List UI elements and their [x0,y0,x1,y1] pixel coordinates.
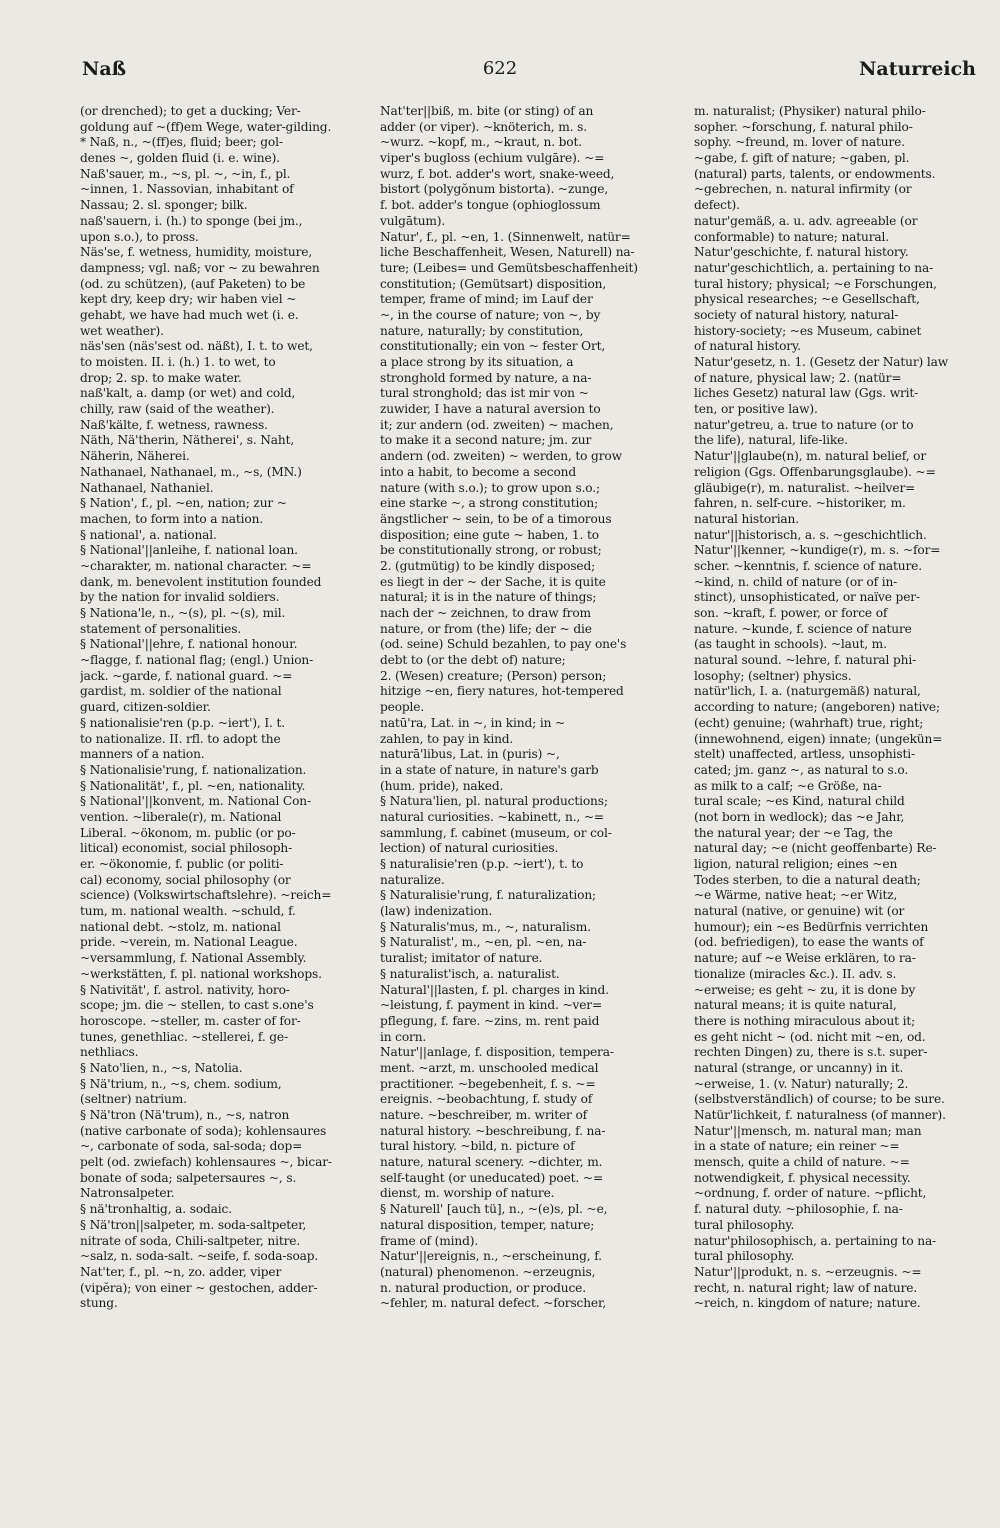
entry-line: chilly, raw (said of the weather). [80,402,275,417]
entry-line: Nassau; 2. sl. sponger; bilk. [80,198,248,213]
entry-line: pride. ~verein, m. National League. [80,935,298,950]
entry-line: (law) indenization. [380,904,493,919]
entry-line: tunes, genethliac. ~stellerei, f. ge- [80,1029,288,1044]
entry-line: stinct), unsophisticated, or naïve per- [694,590,920,605]
entry-line: § Naturalisie'rung, f. naturalization; [380,888,596,903]
entry-line: manners of a nation. [80,747,205,762]
entry-line: statement of personalities. [80,621,242,636]
running-header [0,58,1000,88]
entry-line: (od. befriedigen), to ease the wants of [694,935,924,950]
entry-line: according to nature; (angeboren) native; [694,700,940,715]
entry-line: nitrate of soda, Chili-saltpeter, nitre. [80,1233,301,1248]
entry-line: § Nation', f., pl. ~en, nation; zur ~ [80,496,287,511]
entry-line: zahlen, to pay in kind. [380,731,514,746]
entry-line: ~, carbonate of soda, sal-soda; dop= [80,1139,303,1154]
entry-line: gardist, m. soldier of the national [80,684,282,699]
entry-line: stung. [80,1296,118,1311]
entry-line: § Nä'tron (Nä'trum), n., ~s, natron [80,1108,290,1122]
entry-line: ~ordnung, f. order of nature. ~pflicht, [694,1186,927,1201]
entry-line: bistort (polygŏnum bistorta). ~zunge, [380,182,609,197]
entry-line: Natural'||lasten, f. pl. charges in kind. [380,982,609,997]
entry-line: of natural history. [694,339,801,354]
entry-line: § National'||anleihe, f. national loan. [80,543,298,558]
entry-line: kept dry, keep dry; wir haben viel ~ [80,292,297,307]
entry-line: practitioner. ~begebenheit, f. s. ~= [380,1076,596,1091]
entry-line: frame of (mind). [380,1233,479,1248]
entry-line: Nathanael, Nathanael, m., ~s, (MN.) [80,464,302,479]
entry-line: litical) economist, social philosoph- [80,841,293,856]
entry-line: natural (strange, or uncanny) in it. [694,1060,904,1075]
entry-line: ment. ~arzt, m. unschooled medical [380,1060,599,1075]
entry-line: tural scale; ~es Kind, natural child [694,794,905,809]
entry-line: bonate of soda; salpetersaures ~, s. [80,1170,297,1185]
entry-line: § Naturalist', m., ~en, pl. ~en, na- [380,935,587,950]
entry-line: (natural) phenomenon. ~erzeugnis, [380,1264,596,1279]
entry-line: § nä'tronhaltig, a. sodaic. [80,1202,232,1217]
entry-line: to nationalize. II. rfl. to adopt the [80,731,281,746]
entry-line: § Nationa'le, n., ~(s), pl. ~(s), mil. [80,606,286,620]
entry-line: natur'philosophisch, a. pertaining to na- [694,1233,937,1248]
entry-line: natural means; it is quite natural, [694,998,897,1013]
entry-line: debt to (or the debt of) nature; [380,653,566,668]
entry-line: (native carbonate of soda); kohlensaures [80,1123,327,1138]
entry-line: in corn. [380,1029,427,1044]
entry-line: Natür'lichkeit, f. naturalness (of manner). [694,1108,946,1122]
entry-line: sammlung, f. cabinet (museum, or col- [380,825,612,840]
entry-line: cal) economy, social philosophy (or [80,872,291,887]
entry-line: ~erweise, 1. (v. Natur) naturally; 2. [694,1076,909,1091]
entry-line: nature, natural scenery. ~dichter, m. [380,1155,603,1170]
entry-line: ~leistung, f. payment in kind. ~ver= [380,998,603,1013]
entry-line: (od. zu schützen), (auf Paketen) to be [80,276,306,291]
entry-line: drop; 2. sp. to make water. [80,370,242,385]
entry-line: sophy. ~freund, m. lover of nature. [694,135,905,150]
entry-line: * Naß, n., ~(ff)es, fluid; beer; gol- [80,135,283,150]
entry-line: Natur'gesetz, n. 1. (Gesetz der Natur) law [694,355,949,369]
entry-line: zuwider, I have a natural aversion to [380,402,601,417]
entry-line: Liberal. ~ökonom, m. public (or po- [80,825,296,840]
entry-line: § National'||konvent, m. National Con- [80,794,311,809]
entry-line: natur'gemäß, a. u. adv. agreeable (or [694,213,918,228]
entry-line: scope; jm. die ~ stellen, to cast s.one's [80,998,314,1013]
entry-line: Natur'||mensch, m. natural man; man [694,1123,922,1138]
entry-line: natür'lich, I. a. (naturgemäß) natural, [694,684,921,699]
entry-line: ~salz, n. soda-salt. ~seife, f. soda-soap. [80,1249,319,1264]
entry-line: stelt) unaffected, artless, unsophisti- [694,747,915,762]
entry-line: nature, or from (the) life; der ~ die [380,621,592,636]
entry-line: people. [380,700,425,715]
entry-line: m. naturalist; (Physiker) natural philo- [694,104,926,118]
entry-line: ängstlicher ~ sein, to be of a timorous [380,511,612,526]
entry-line: natural history. ~beschreibung, f. na- [380,1123,606,1138]
entry-line: as milk to a calf; ~e Größe, na- [694,778,882,793]
entry-line: § naturalisie'ren (p.p. ~iert'), t. to [380,857,584,871]
entry-line: horoscope. ~steller, m. caster of for- [80,1013,301,1028]
entry-line: (vipĕra); von einer ~ gestochen, adder- [80,1280,318,1295]
entry-line: 2. (gutmütig) to be kindly disposed; [380,558,596,573]
entry-line: liche Beschaffenheit, Wesen, Naturell) na- [380,245,635,260]
entry-line: er. ~ökonomie, f. public (or politi- [80,857,284,871]
entry-line: tionalize (miracles &c.). II. adv. s. [694,966,897,981]
entry-line: ~erweise; es geht ~ zu, it is done by [694,982,916,997]
entry-line: andern (od. zweiten) ~ werden, to grow [380,449,622,464]
entry-line: the natural year; der ~e Tag, the [694,825,893,840]
entry-line: of nature, physical law; 2. (natür= [694,370,902,385]
entry-line: § Nä'trium, n., ~s, chem. sodium, [80,1076,282,1091]
entry-line: § nationalisie'ren (p.p. ~iert'), I. t. [80,715,285,730]
entry-line: constitutionally; ein von ~ fester Ort, [380,339,606,354]
entry-line: ~, in the course of nature; von ~, by [380,307,601,322]
entry-line: there is nothing miraculous about it; [694,1013,916,1028]
entry-line: (innewohnend, eigen) innate; (ungekün= [694,731,943,746]
entry-line: ture; (Leibes= und Gemütsbeschaffenheit) [380,260,638,275]
entry-line: scher. ~kenntnis, f. science of nature. [694,558,922,573]
entry-line: constitution; (Gemütsart) disposition, [380,276,607,291]
entry-line: dampness; vgl. naß; vor ~ zu bewahren [80,260,320,275]
entry-line: ~kind, n. child of nature (or of in- [694,574,898,589]
entry-line: notwendigkeit, f. physical necessity. [694,1170,911,1185]
entry-line: jack. ~garde, f. national guard. ~= [80,668,293,683]
entry-line: nature (with s.o.); to grow upon s.o.; [380,480,600,495]
entry-line: Nat'ter, f., pl. ~n, zo. adder, viper [80,1264,282,1279]
page-number: 622 [482,58,518,79]
entry-line: humour); ein ~es Bedürfnis verrichten [694,919,929,934]
entry-line: recht, n. natural right; law of nature. [694,1280,918,1295]
entry-line: näs'sen (näs'sest od. näßt), I. t. to wet, [80,339,313,354]
entry-line: vention. ~liberale(r), m. National [80,809,282,824]
entry-line: es geht nicht ~ (od. nicht mit ~en, od. [694,1029,926,1044]
entry-line: ~innen, 1. Nassovian, inhabitant of [80,182,294,197]
entry-line: § Naturalis'mus, m., ~, naturalism. [380,919,591,934]
column-right [694,104,978,1504]
entry-line: tural stronghold; das ist mir von ~ [380,386,589,401]
entry-line: pflegung, f. fare. ~zins, m. rent paid [380,1013,600,1028]
entry-line: § Nä'tron||salpeter, m. soda-saltpeter, [80,1217,307,1232]
entry-line: f. bot. adder's tongue (ophioglossum [380,198,601,213]
entry-line: nethliacs. [80,1045,139,1060]
entry-line: Näherin, Näherei. [80,449,190,464]
entry-line: society of natural history, natural- [694,307,899,322]
entry-line: dienst, m. worship of nature. [380,1186,555,1201]
entry-line: tum, m. national wealth. ~schuld, f. [80,904,296,919]
entry-line: stronghold formed by nature, a na- [380,370,592,385]
entry-line: (selbstverständlich) of course; to be sure. [694,1092,945,1107]
entry-line: (hum. pride), naked. [380,778,504,793]
entry-line: eine starke ~, a strong constitution; [380,496,599,511]
entry-line: tural history; physical; ~e Forschungen, [694,276,937,291]
entry-line: losophy; (seltner) physics. [694,668,852,683]
entry-line: disposition; eine gute ~ haben, 1. to [380,527,599,542]
entry-line: in a state of nature, in nature's garb [380,762,599,777]
entry-line: natural day; ~e (nicht geoffenbarte) Re- [694,841,937,856]
entry-line: (seltner) natrium. [80,1092,187,1107]
entry-line: national debt. ~stolz, m. national [80,919,281,934]
entry-line: naturā'libus, Lat. in (puris) ~, [380,747,560,762]
entry-line: (echt) genuine; (wahrhaft) true, right; [694,715,924,730]
entry-line: ~charakter, m. national character. ~= [80,558,312,573]
entry-line: viper's bugloss (echium vulgāre). ~= [380,151,605,166]
entry-line: ~werkstätten, f. pl. national workshops. [80,966,322,981]
entry-line: 2. (Wesen) creature; (Person) person; [380,668,607,683]
entry-line: ~versammlung, f. National Assembly. [80,951,307,966]
entry-line: naß'kalt, a. damp (or wet) and cold, [80,386,296,401]
entry-line: nature. ~kunde, f. science of nature [694,621,912,636]
entry-line: § Naturell' [auch tü], n., ~(e)s, pl. ~e, [380,1202,608,1217]
entry-line: nature, naturally; by constitution, [380,323,584,338]
entry-line: cated; jm. ganz ~, as natural to s.o. [694,762,909,777]
entry-line: natural historian. [694,511,799,526]
entry-line: n. natural production, or produce. [380,1280,586,1295]
entry-line: Natur'geschichte, f. natural history. [694,245,909,260]
entry-line: liches Gesetz) natural law (Ggs. writ- [694,386,919,401]
entry-line: Natur', f., pl. ~en, 1. (Sinnenwelt, natür= [380,229,631,244]
entry-line: science) (Volkswirtschaftslehre). ~reich= [80,888,332,903]
entry-line: wet weather). [80,323,164,338]
entry-line: natur'getreu, a. true to nature (or to [694,417,914,432]
entry-line: tural philosophy. [694,1249,795,1264]
entry-line: a place strong by its situation, a [380,355,574,369]
entry-line: Nat'ter||biß, m. bite (or sting) of an [380,104,594,118]
entry-line: self-taught (or uneducated) poet. ~= [380,1170,604,1185]
entry-line: (as taught in schools). ~laut, m. [694,637,887,652]
entry-line: ~gebrechen, n. natural infirmity (or [694,182,912,197]
entry-line: ~flagge, f. national flag; (engl.) Union- [80,653,314,668]
header-right-guide-word: Naturreich [859,58,976,80]
entry-line: guard, citizen-soldier. [80,700,211,715]
entry-line: Naß'sauer, m., ~s, pl. ~, ~in, f., pl. [80,166,291,181]
entry-line: to make it a second nature; jm. zur [380,433,592,448]
entry-line: es liegt in der ~ der Sache, it is quite [380,574,606,589]
entry-line: nature. ~beschreiber, m. writer of [380,1108,588,1122]
entry-line: pelt (od. zwiefach) kohlensaures ~, bicar- [80,1155,332,1170]
entry-line: Naß'kälte, f. wetness, rawness. [80,417,268,432]
entry-line: (natural) parts, talents, or endowments. [694,166,936,181]
entry-line: fahren, n. self-cure. ~historiker, m. [694,496,906,511]
entry-line: son. ~kraft, f. power, or force of [694,606,888,620]
header-left-guide-word: Naß [82,58,127,80]
entry-line: it; zur andern (od. zweiten) ~ machen, [380,417,614,432]
entry-line: naß'sauern, i. (h.) to sponge (bei jm., [80,213,303,228]
entry-line: sopher. ~forschung, f. natural philo- [694,119,913,134]
entry-line: Natur'||glaube(n), m. natural belief, or [694,449,927,464]
entry-line: conformable) to nature; natural. [694,229,889,244]
entry-line: turalist; imitator of nature. [380,951,543,966]
entry-line: into a habit, to become a second [380,464,577,479]
entry-line: § Nationalität', f., pl. ~en, nationality. [80,778,306,793]
entry-line: gehabt, we have had much wet (i. e. [80,307,299,322]
entry-line: § national', a. national. [80,527,217,542]
entry-line: by the nation for invalid soldiers. [80,590,280,605]
entry-line: nature; auf ~e Weise erklären, to ra- [694,951,916,966]
entry-line: ~wurz. ~kopf, m., ~kraut, n. bot. [380,135,582,150]
entry-line: § Nato'lien, n., ~s, Natolia. [80,1060,243,1075]
entry-line: tural philosophy. [694,1217,795,1232]
entry-line: temper, frame of mind; im Lauf der [380,292,593,307]
entry-line: gläubige(r), m. naturalist. ~heilver= [694,480,916,495]
entry-line: the life), natural, life-like. [694,433,848,448]
entry-line: natural disposition, temper, nature; [380,1217,595,1232]
entry-line: physical researches; ~e Gesellschaft, [694,292,920,307]
entry-line: Nathanael, Nathaniel. [80,480,214,495]
entry-line: (or drenched); to get a ducking; Ver- [80,104,301,118]
entry-line: natural; it is in the nature of things; [380,590,597,605]
entry-line: lection) of natural curiosities. [380,841,559,856]
entry-line: § Nativität', f. astrol. nativity, horo- [80,982,290,997]
entry-line: ten, or positive law). [694,402,818,417]
entry-line: hitzige ~en, fiery natures, hot-tempered [380,684,624,699]
entry-line: rechten Dingen) zu, there is s.t. super- [694,1045,928,1060]
entry-line: nach der ~ zeichnen, to draw from [380,606,591,620]
entry-line: wurz, f. bot. adder's wort, snake-weed, [380,166,615,181]
entry-line: Todes sterben, to die a natural death; [694,872,921,887]
entry-line: in a state of nature; ein reiner ~= [694,1139,900,1154]
entry-line: § naturalist'isch, a. naturalist. [380,966,560,981]
entry-line: denes ~, golden fluid (i. e. wine). [80,151,280,166]
entry-line: mensch, quite a child of nature. ~= [694,1155,910,1170]
entry-line: § Nationalisie'rung, f. nationalization. [80,762,307,777]
entry-line: Näth, Nä'therin, Nätherei', s. Naht, [80,433,295,448]
column-left [80,104,368,1504]
entry-line: (od. seine) Schuld bezahlen, to pay one's [380,637,627,652]
entry-line: ~fehler, m. natural defect. ~forscher, [380,1296,607,1311]
entry-line: § National'||ehre, f. national honour. [80,637,298,652]
entry-line: defect). [694,198,740,213]
entry-line: adder (or viper). ~knöterich, m. s. [380,119,587,134]
entry-line: Natur'||ereignis, n., ~erscheinung, f. [380,1249,602,1264]
entry-line: Natur'||produkt, n. s. ~erzeugnis. ~= [694,1264,922,1279]
entry-line: natur'geschichtlich, a. pertaining to na- [694,260,934,275]
entry-line: vulgātum). [380,213,446,228]
entry-line: § Natura'lien, pl. natural productions; [380,794,608,809]
entry-line: natū'ra, Lat. in ~, in kind; in ~ [380,715,566,730]
entry-line: Natur'||anlage, f. disposition, tempera- [380,1045,614,1060]
entry-line: machen, to form into a nation. [80,511,263,526]
entry-line: Natur'||kenner, ~kundige(r), m. s. ~for= [694,543,941,558]
entry-line: ligion, natural religion; eines ~en [694,857,898,871]
entry-line: natural curiosities. ~kabinett, n., ~= [380,809,604,824]
entry-line: natural sound. ~lehre, f. natural phi- [694,653,917,668]
entry-line: f. natural duty. ~philosophie, f. na- [694,1202,903,1217]
entry-line: ~reich, n. kingdom of nature; nature. [694,1296,921,1311]
entry-line: naturalize. [380,872,445,887]
entry-line: to moisten. II. i. (h.) 1. to wet, to [80,355,276,369]
entry-line: Näs'se, f. wetness, humidity, moisture, [80,245,313,260]
entry-line: be constitutionally strong, or robust; [380,543,602,558]
entry-line: upon s.o.), to pross. [80,229,199,244]
entry-line: history-society; ~es Museum, cabinet [694,323,922,338]
entry-line: natural (native, or genuine) wit (or [694,904,905,919]
entry-line: goldung auf ~(ff)em Wege, water-gilding. [80,119,332,134]
entry-line: Natronsalpeter. [80,1186,175,1201]
entry-line: ~e Wärme, native heat; ~er Witz, [694,888,898,903]
entry-line: dank, m. benevolent institution founded [80,574,322,589]
entry-line: ereignis. ~beobachtung, f. study of [380,1092,593,1107]
column-middle [380,104,680,1504]
entry-line: ~gabe, f. gift of nature; ~gaben, pl. [694,151,910,166]
entry-line: religion (Ggs. Offenbarungsglaube). ~= [694,464,936,479]
entry-line: natur'||historisch, a. s. ~geschichtlich. [694,527,927,542]
entry-line: (not born in wedlock); das ~e Jahr, [694,809,905,824]
entry-line: tural history. ~bild, n. picture of [380,1139,575,1154]
